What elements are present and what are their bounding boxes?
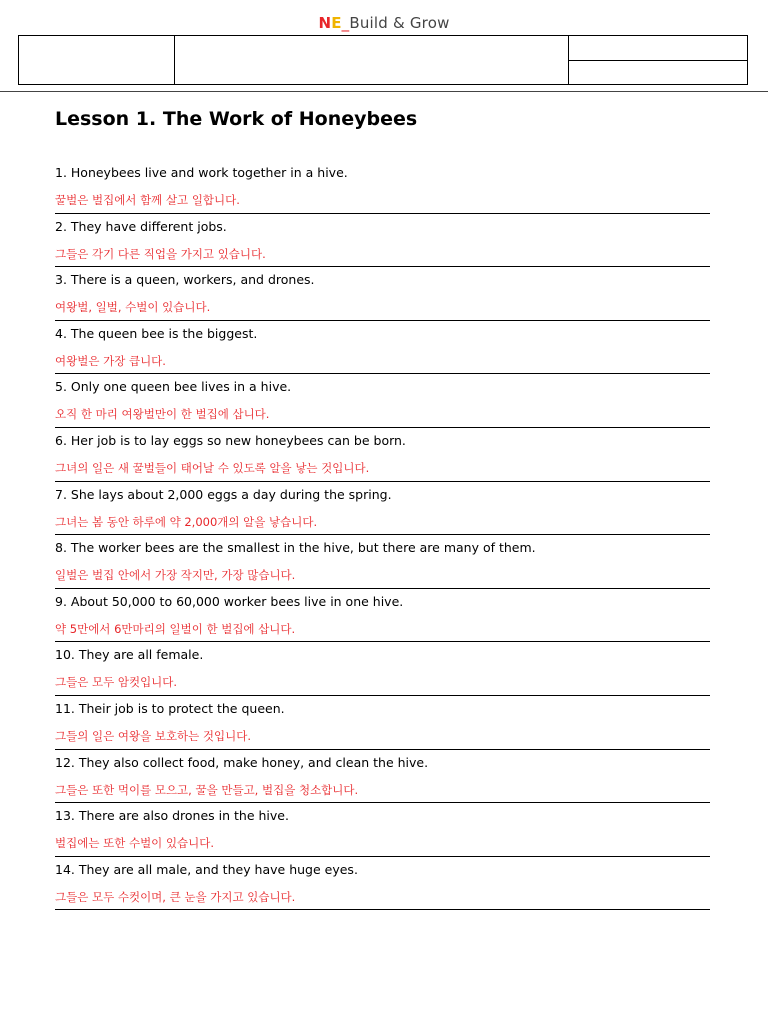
sentence-item <box>55 482 710 536</box>
sentence-item <box>55 803 710 857</box>
header-cell-middle <box>175 36 569 85</box>
sentence-item <box>55 857 710 911</box>
korean-translation: 그들은 각기 다른 직업을 가지고 있습니다. <box>55 246 266 261</box>
sentence-item <box>55 750 710 804</box>
header-cell-right <box>569 36 748 85</box>
brand-letter-n: N <box>318 14 332 32</box>
korean-translation: 그들은 또한 먹이를 모으고, 꿀을 만들고, 벌집을 청소합니다. <box>55 782 359 797</box>
brand-separator: _ <box>341 14 350 32</box>
sentence-item <box>55 589 710 643</box>
sentence-item <box>55 214 710 268</box>
sentence-item <box>55 428 710 482</box>
english-sentence: 1. Honeybees live and work together in a hive. <box>55 165 348 180</box>
sentence-item <box>55 696 710 750</box>
korean-translation: 그녀는 봄 동안 하루에 약 2,000개의 알을 낳습니다. <box>55 514 318 529</box>
header-info-table <box>18 35 748 85</box>
lesson-title: Lesson 1. The Work of Honeybees <box>55 108 418 130</box>
brand-text: Build & Grow <box>349 14 450 32</box>
sentence-item <box>55 535 710 589</box>
brand-letter-e: E <box>331 14 342 32</box>
english-sentence: 9. About 50,000 to 60,000 worker bees live in one hive. <box>55 593 404 609</box>
header-cell-right-top <box>569 36 747 60</box>
english-sentence: 13. There are also drones in the hive. <box>55 808 289 824</box>
korean-translation: 꿀벌은 벌집에서 함께 살고 일합니다. <box>55 193 240 207</box>
header-divider <box>0 91 768 92</box>
korean-translation: 일벌은 벌집 안에서 가장 작지만, 가장 많습니다. <box>55 568 296 583</box>
korean-translation: 그들은 모두 수컷이며, 큰 눈을 가지고 있습니다. <box>55 889 296 904</box>
sentence-item <box>55 374 710 428</box>
english-sentence: 7. She lays about 2,000 eggs a day during the spring. <box>55 486 392 502</box>
korean-translation: 그들은 모두 암컷입니다. <box>55 675 178 690</box>
sentence-item <box>55 321 710 375</box>
english-sentence: 4. The queen bee is the biggest. <box>55 325 258 341</box>
sentence-item <box>55 160 710 214</box>
sentence-list <box>55 160 710 910</box>
english-sentence: 12. They also collect food, make honey, and clean the hive. <box>55 754 429 770</box>
english-sentence: 8. The worker bees are the smallest in the hive, but there are many of them. <box>55 540 536 556</box>
sentence-item <box>55 267 710 321</box>
korean-translation: 여왕벌, 일벌, 수벌이 있습니다. <box>55 300 211 315</box>
header-cell-right-bottom <box>569 60 747 85</box>
header-cell-left <box>19 36 175 85</box>
english-sentence: 11. Their job is to protect the queen. <box>55 700 285 716</box>
english-sentence: 3. There is a queen, workers, and drones. <box>55 272 315 288</box>
english-sentence: 5. Only one queen bee lives in a hive. <box>55 379 292 395</box>
korean-translation: 그들의 일은 여왕을 보호하는 것입니다. <box>55 728 252 743</box>
english-sentence: 6. Her job is to lay eggs so new honeybees can be born. <box>55 432 406 448</box>
korean-translation: 오직 한 마리 여왕벌만이 한 벌집에 삽니다. <box>55 407 270 422</box>
english-sentence: 10. They are all female. <box>55 647 204 663</box>
english-sentence: 2. They have different jobs. <box>55 218 227 234</box>
korean-translation: 벌집에는 또한 수벌이 있습니다. <box>55 836 215 851</box>
korean-translation: 그녀의 일은 새 꿀벌들이 태어날 수 있도록 알을 낳는 것입니다. <box>55 460 370 475</box>
korean-translation: 여왕벌은 가장 큽니다. <box>55 353 166 368</box>
english-sentence: 14. They are all male, and they have huge eyes. <box>55 861 358 877</box>
korean-translation: 약 5만에서 6만마리의 일벌이 한 벌집에 삽니다. <box>55 621 296 636</box>
sentence-item <box>55 642 710 696</box>
brand-logo <box>0 14 768 32</box>
